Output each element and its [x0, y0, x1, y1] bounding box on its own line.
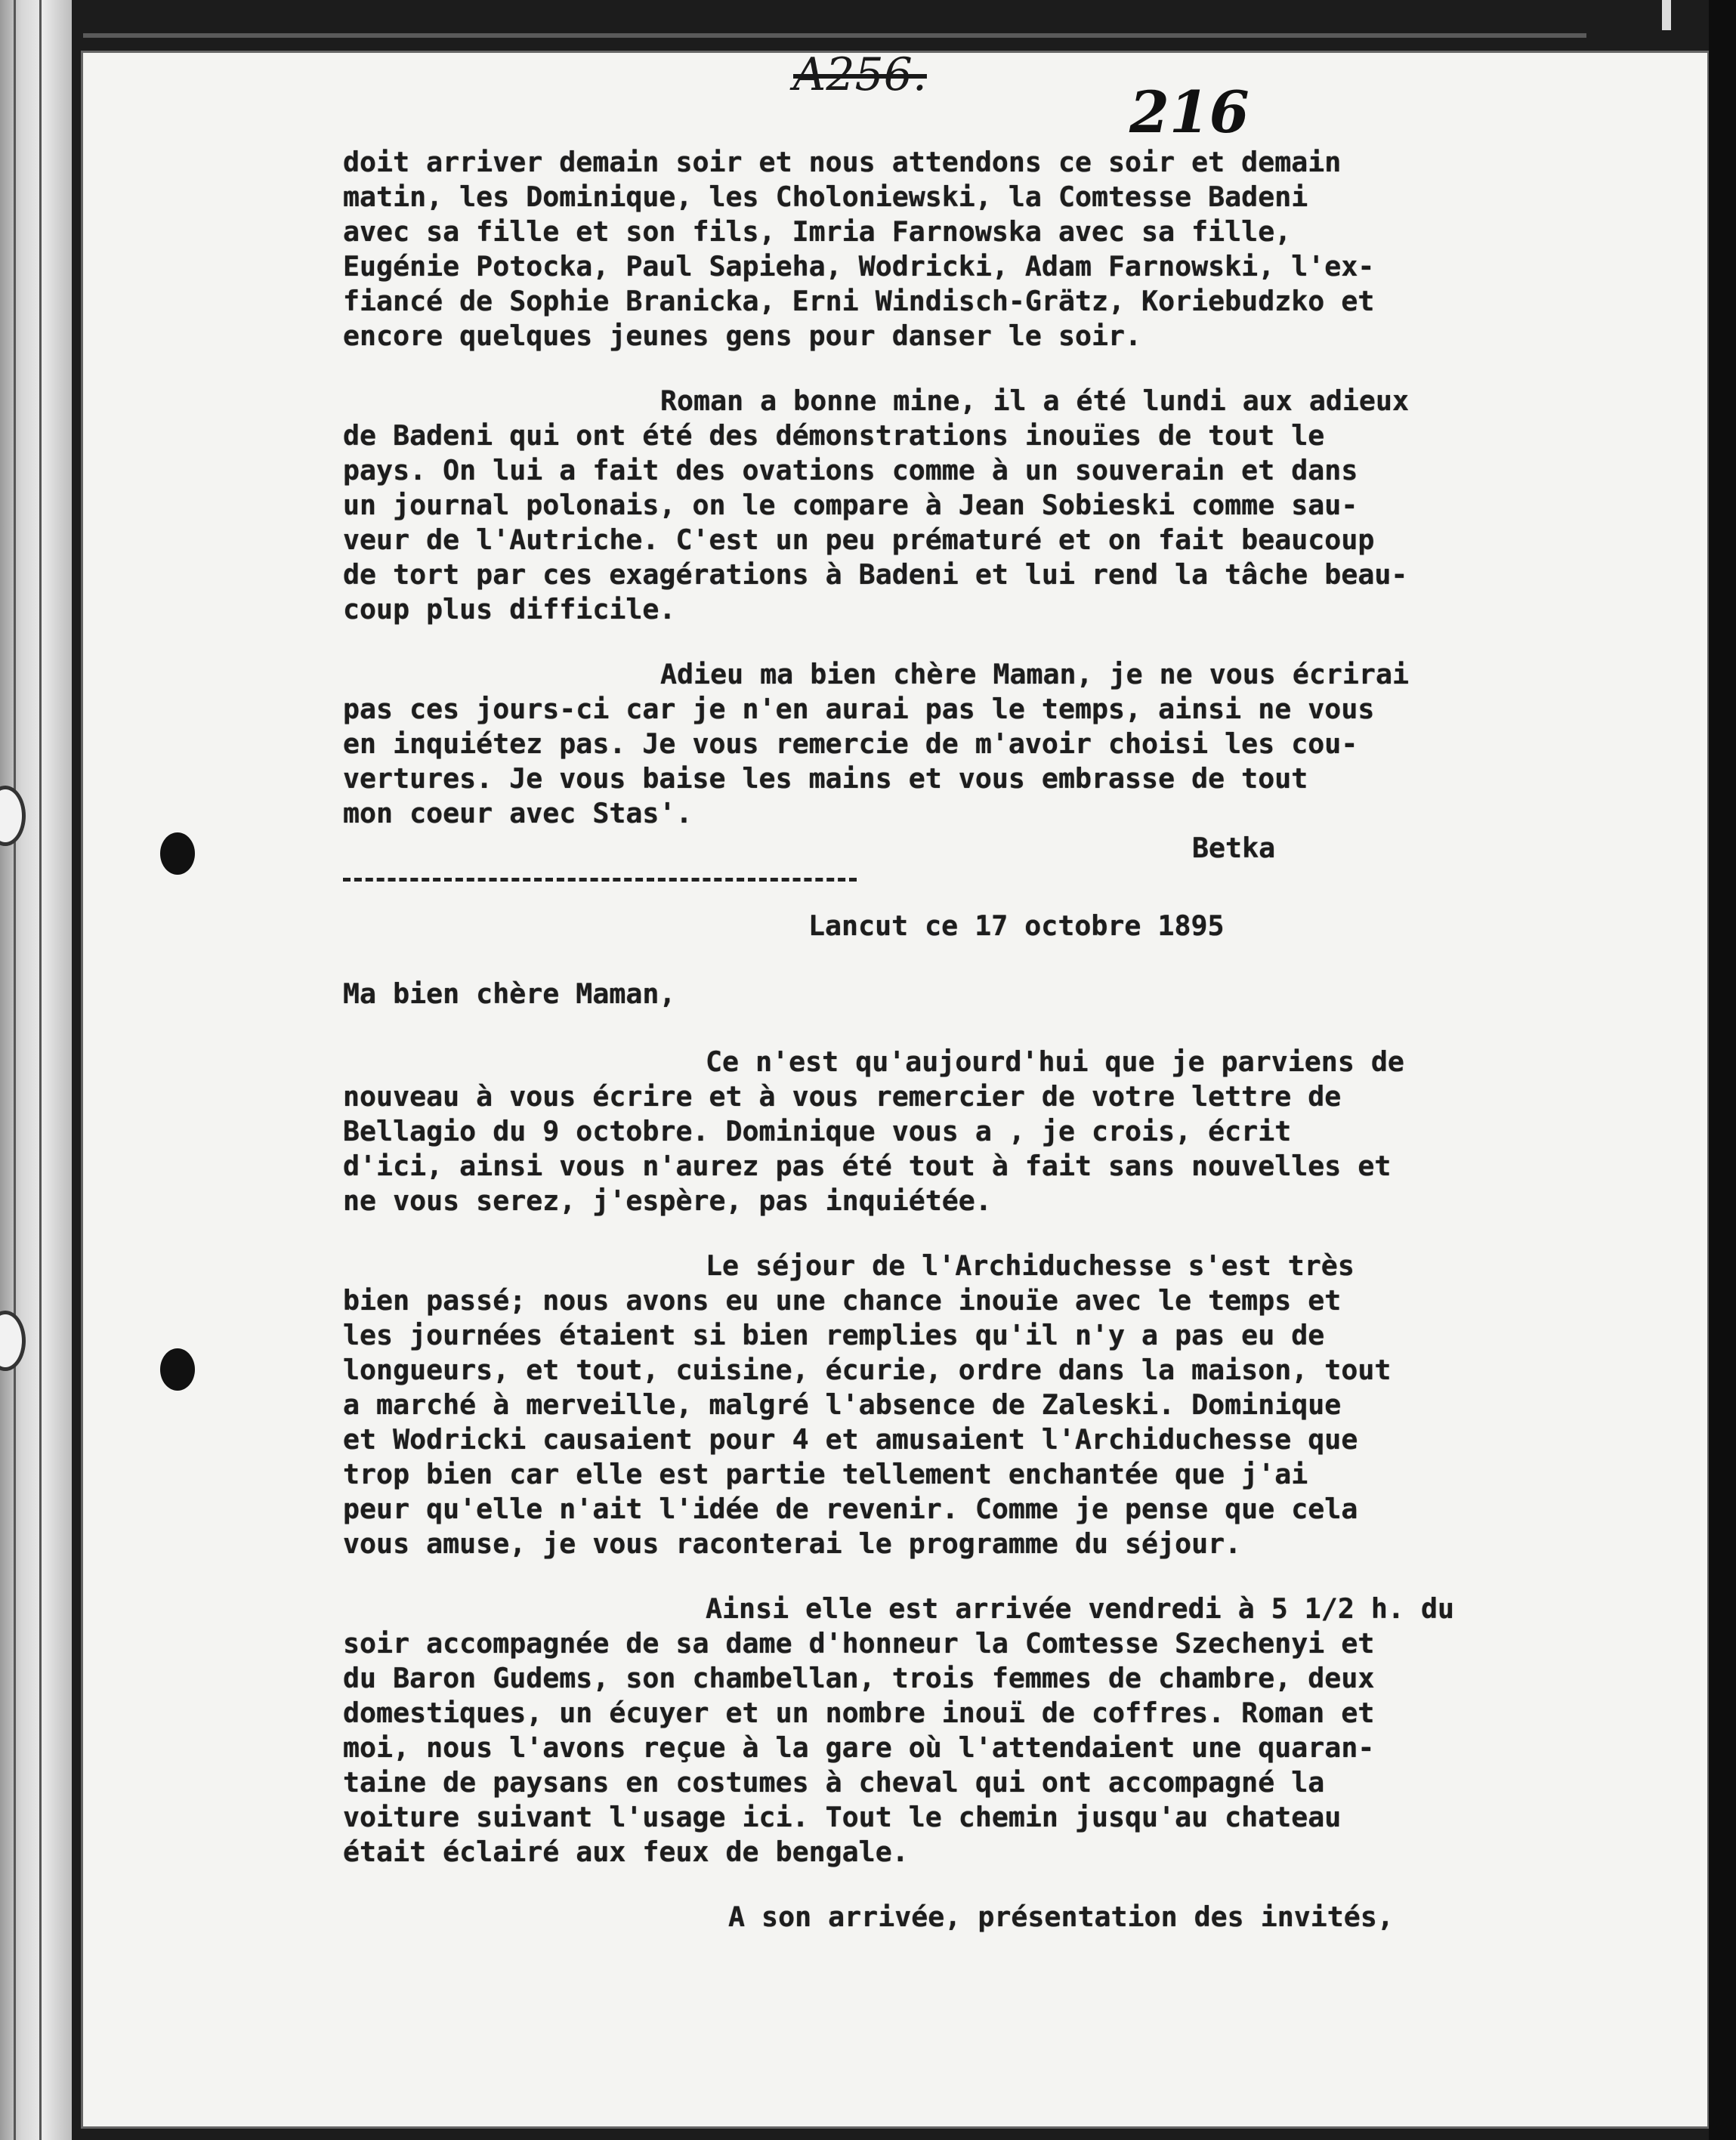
- paragraph: [343, 384, 1627, 627]
- salutation: Ma bien chère Maman,: [343, 977, 676, 1010]
- text-line: nouveau à vous écrire et à vous remercier de votre lettre de: [343, 1080, 1342, 1113]
- paragraph: [343, 657, 1627, 831]
- text-line: peur qu'elle n'ait l'idée de revenir. Comme je pense que cela: [343, 1493, 1358, 1525]
- punched-hole: [160, 1348, 195, 1391]
- text-line: doit arriver demain soir et nous attendons ce soir et demain: [343, 146, 1342, 178]
- archive-reference-number: A256.: [793, 48, 927, 101]
- text-line: coup plus difficile.: [343, 593, 676, 625]
- text-line: pas ces jours-ci car je n'en aurai pas le temps, ainsi ne vous: [343, 693, 1375, 725]
- text-line: était éclairé aux feux de bengale.: [343, 1836, 909, 1868]
- paragraph: [343, 145, 1627, 354]
- page-number: 216: [1129, 79, 1249, 146]
- paragraph: [343, 1592, 1627, 1870]
- text-line: voiture suivant l'usage ici. Tout le chemin jusqu'au chateau: [343, 1801, 1342, 1833]
- text-line: veur de l'Autriche. C'est un peu prématuré et on fait beaucoup: [343, 523, 1375, 556]
- text-line: avec sa fille et son fils, Imria Farnowska avec sa fille,: [343, 215, 1292, 248]
- text-line: Ce n'est qu'aujourd'hui que je parviens de: [706, 1045, 1404, 1078]
- text-line: trop bien car elle est partie tellement enchantée que j'ai: [343, 1458, 1308, 1490]
- text-line: mon coeur avec Stas'.: [343, 797, 693, 829]
- text-line: d'ici, ainsi vous n'aurez pas été tout à fait sans nouvelles et: [343, 1150, 1392, 1182]
- scan-border: [1709, 0, 1736, 2140]
- text-line: longueurs, et tout, cuisine, écurie, ordre dans la maison, tout: [343, 1354, 1392, 1386]
- text-line: taine de paysans en costumes à cheval qui ont accompagné la: [343, 1766, 1325, 1799]
- paragraph: [343, 1249, 1627, 1561]
- binder-hole: [0, 1311, 26, 1371]
- text-line: Eugénie Potocka, Paul Sapieha, Wodricki, Adam Farnowski, l'ex-: [343, 250, 1375, 283]
- text-line: et Wodricki causaient pour 4 et amusaient l'Archiduchesse que: [343, 1423, 1358, 1456]
- binder-hole: [0, 786, 26, 846]
- text-line: a marché à merveille, malgré l'absence de Zaleski. Dominique: [343, 1388, 1342, 1421]
- text-line: ne vous serez, j'espère, pas inquiétée.: [343, 1184, 992, 1217]
- text-line: Bellagio du 9 octobre. Dominique vous a , je crois, écrit: [343, 1115, 1292, 1147]
- letter-body: [343, 145, 1627, 1935]
- text-line: un journal polonais, on le compare à Jean Sobieski comme sau-: [343, 489, 1358, 521]
- text-line: pays. On lui a fait des ovations comme à un souverain et dans: [343, 454, 1358, 486]
- signature: Betka: [1192, 832, 1276, 864]
- text-line: Ainsi elle est arrivée vendredi à 5 1/2 h. du: [706, 1592, 1454, 1625]
- text-line: moi, nous l'avons reçue à la gare où l'attendaient une quaran-: [343, 1731, 1375, 1764]
- text-line: domestiques, un écuyer et un nombre inouï de coffres. Roman et: [343, 1697, 1375, 1729]
- text-line: A son arrivée, présentation des invités,: [728, 1901, 1394, 1933]
- text-line: vertures. Je vous baise les mains et vous embrasse de tout: [343, 762, 1308, 795]
- adjacent-page-strip: [0, 0, 72, 2140]
- text-line: fiancé de Sophie Branicka, Erni Windisch-Grätz, Koriebudzko et: [343, 285, 1375, 317]
- dateline: Lancut ce 17 octobre 1895: [808, 909, 1225, 942]
- text-line: de tort par ces exagérations à Badeni et lui rend la tâche beau-: [343, 558, 1408, 591]
- punched-hole: [160, 832, 195, 875]
- text-line: en inquiétez pas. Je vous remercie de m'avoir choisi les cou-: [343, 727, 1358, 760]
- paper-edge-line: [83, 33, 1586, 38]
- paragraph: [343, 1045, 1627, 1218]
- text-line: Roman a bonne mine, il a été lundi aux adieux: [660, 384, 1409, 417]
- text-line: encore quelques jeunes gens pour danser le soir.: [343, 320, 1142, 352]
- text-line: vous amuse, je vous raconterai le programme du séjour.: [343, 1527, 1242, 1560]
- text-line: de Badeni qui ont été des démonstrations inouïes de tout le: [343, 419, 1325, 452]
- scan-corner-mark: [1662, 0, 1671, 30]
- text-line: Adieu ma bien chère Maman, je ne vous écrirai: [660, 658, 1409, 690]
- text-line: du Baron Gudems, son chambellan, trois femmes de chambre, deux: [343, 1662, 1375, 1694]
- text-line: bien passé; nous avons eu une chance inouïe avec le temps et: [343, 1284, 1342, 1317]
- text-line: soir accompagnée de sa dame d'honneur la Comtesse Szechenyi et: [343, 1627, 1375, 1660]
- text-line: Le séjour de l'Archiduchesse s'est très: [706, 1249, 1355, 1282]
- text-line: les journées étaient si bien remplies qu'il n'y a pas eu de: [343, 1319, 1325, 1351]
- text-line: matin, les Dominique, les Choloniewski, la Comtesse Badeni: [343, 181, 1308, 213]
- separator-rule: [343, 878, 857, 882]
